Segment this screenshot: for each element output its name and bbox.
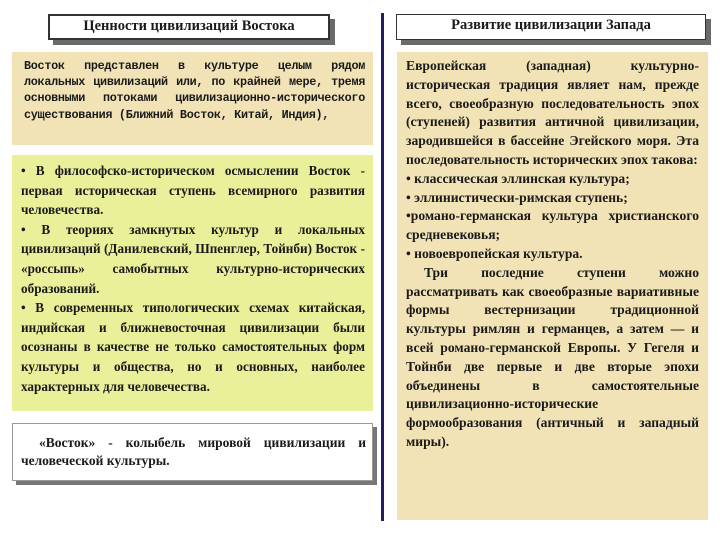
west-title-text: Развитие цивилизации Запада [451, 17, 651, 33]
east-item-3: • В современных типологических схемах китайская, индийская и ближневосточная цивилизации были осознаны в качестве не только самостоятельных форм культуры и общества, но и основных, наиболее характерных для человечества. [21, 300, 365, 394]
west-title [396, 14, 706, 40]
west-item-2: • эллинистически-римская ступень; [406, 189, 628, 205]
east-item-2: • В теориях замкнутых культур и локальных цивилизаций (Данилевский, Шпенглер, Тойнби) Восток - «россыпь» самобытных культурно-исторических образований. [21, 221, 365, 296]
west-item-1: • классическая эллинская культура; [406, 170, 630, 186]
west-paragraph-1: Европейская (западная) культурно-историческая традиция являет нам, прежде всего, своеобразную последовательность эпох (ступеней) развития античной цивилизации, зародившейся в бассейне Эгейского моря. Эта последовательность исторических эпох такова: [406, 58, 699, 167]
east-main-box [12, 155, 373, 411]
west-item-4: • новоевропейская культура. [406, 245, 583, 261]
east-intro-box [12, 52, 373, 145]
east-intro-text: Восток представлен в культуре целым рядом локальных цивилизаций или, по крайней мере, тремя основными потоками цивилизационно-исторического существования (Ближний Восток, Китай, Индия), [24, 59, 365, 122]
column-divider [381, 13, 384, 521]
east-title-text: Ценности цивилизаций Востока [83, 18, 295, 34]
west-main-box [397, 52, 708, 520]
west-paragraph-2: Три последние ступени можно рассматривать как своеобразные вариативные формы вестернизации традиционной культуры римлян и германцев, а затем — и всей романо-германской Европы. У Гегеля и Тойнби две первые и две вторые эпохи объединены в самостоятельные цивилизационно-исторические формообразования (античный и западный миры). [406, 264, 699, 449]
east-conclusion-text: «Восток» - колыбель мировой цивилизации и человеческой культуры. [21, 435, 366, 468]
west-item-3: •романо-германская культура христианского средневековья; [406, 208, 699, 243]
east-item-1: • В философско-историческом осмыслении Восток - первая историческая ступень всемирного развития человечества. [21, 163, 365, 218]
east-title [48, 14, 330, 40]
east-conclusion-box [12, 423, 373, 481]
